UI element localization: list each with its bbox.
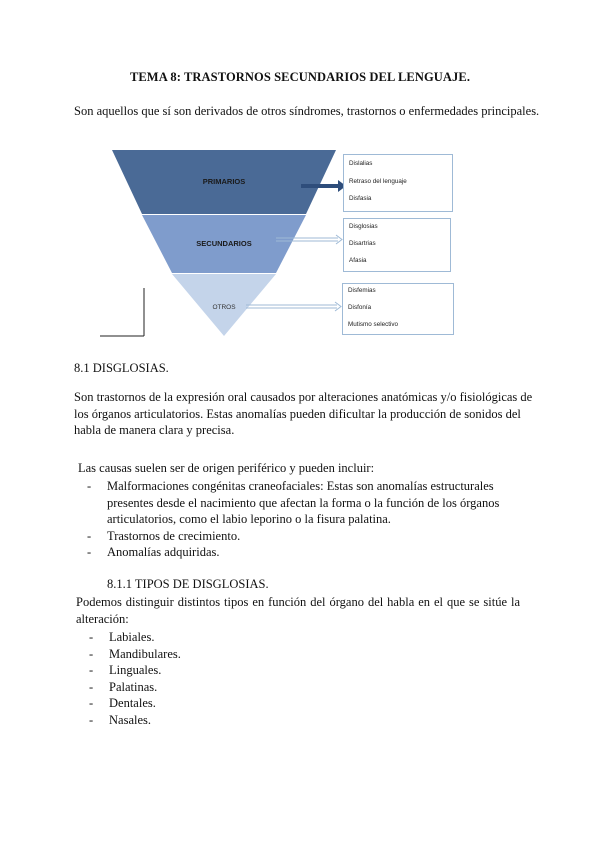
section-paragraph: Son trastornos de la expresión oral causados por alteraciones anatómicas y/o fisiológicas de los órganos articulatorios. Estas anomalías pueden dificultar la producción de sonidos del habla de manera clara y precisa.: [74, 390, 533, 437]
list-item: Afasia: [349, 257, 367, 264]
causes-intro: Las causas suelen ser de origen periférico y pueden incluir:: [78, 461, 375, 475]
list-item: Disfasia: [349, 195, 372, 202]
types-list: [89, 629, 181, 728]
label-secundarios: SECUNDARIOS: [196, 239, 252, 248]
list-item: - Trastornos de crecimiento.: [87, 528, 241, 543]
list-item: - Linguales.: [89, 663, 162, 677]
bullet-dash: -: [89, 696, 94, 710]
list-item: - Anomalías adquiridas.: [87, 545, 220, 559]
bullet-dash: -: [89, 630, 94, 644]
box-primarios: [343, 154, 453, 212]
list-item: Disglosias: [349, 223, 378, 230]
bullet-dash: -: [89, 679, 94, 694]
subsection-heading: 8.1.1 TIPOS DE DISGLOSIAS.: [107, 577, 269, 591]
causes-list: [87, 478, 527, 561]
list-item: Disfonía: [348, 304, 372, 311]
bullet-dash: -: [89, 646, 94, 661]
bullet-dash: -: [89, 712, 94, 727]
list-item: - Palatinas.: [89, 679, 158, 694]
bullet-dash: -: [89, 663, 94, 677]
list-item: Disfemias: [348, 287, 376, 294]
arrow-otros: [246, 302, 341, 311]
list-item: - Labiales.: [89, 630, 155, 644]
page-title: TEMA 8: TRASTORNOS SECUNDARIOS DEL LENGUAJE.: [129, 70, 471, 84]
bullet-dash: -: [87, 528, 92, 543]
list-item: - Dentales.: [89, 696, 156, 710]
disorders-pyramid-diagram: [96, 140, 466, 345]
intro-text: Son aquellos que sí son derivados de otros síndromes, trastornos o enfermedades principales.: [74, 104, 540, 118]
bullet-dash: -: [87, 545, 92, 559]
list-item: Dislalias: [349, 160, 373, 167]
list-item: Retraso del lenguaje: [349, 178, 407, 185]
bullet-dash: -: [87, 479, 92, 493]
list-item: Disartrias: [349, 240, 376, 247]
list-item: Mutismo selectivo: [348, 321, 399, 328]
list-item: - Nasales.: [89, 712, 151, 727]
list-item: - Malformaciones congénitas craneofaciales: Estas son anomalías estructurales presentes desde el nacimiento que afectan la forma o la función de los órganos articulatorios, como el labio leporino o la fisura palatina.: [87, 479, 500, 526]
section-heading: 8.1 DISGLOSIAS.: [74, 361, 169, 375]
label-primarios: PRIMARIOS: [202, 177, 246, 186]
box-otros: [342, 283, 454, 335]
box-secundarios: [343, 218, 451, 272]
list-item: - Mandibulares.: [89, 646, 181, 661]
label-otros: OTROS: [212, 304, 236, 311]
types-intro: Podemos distinguir distintos tipos en función del órgano del habla en el que se sitúe la alteración:: [76, 595, 520, 626]
